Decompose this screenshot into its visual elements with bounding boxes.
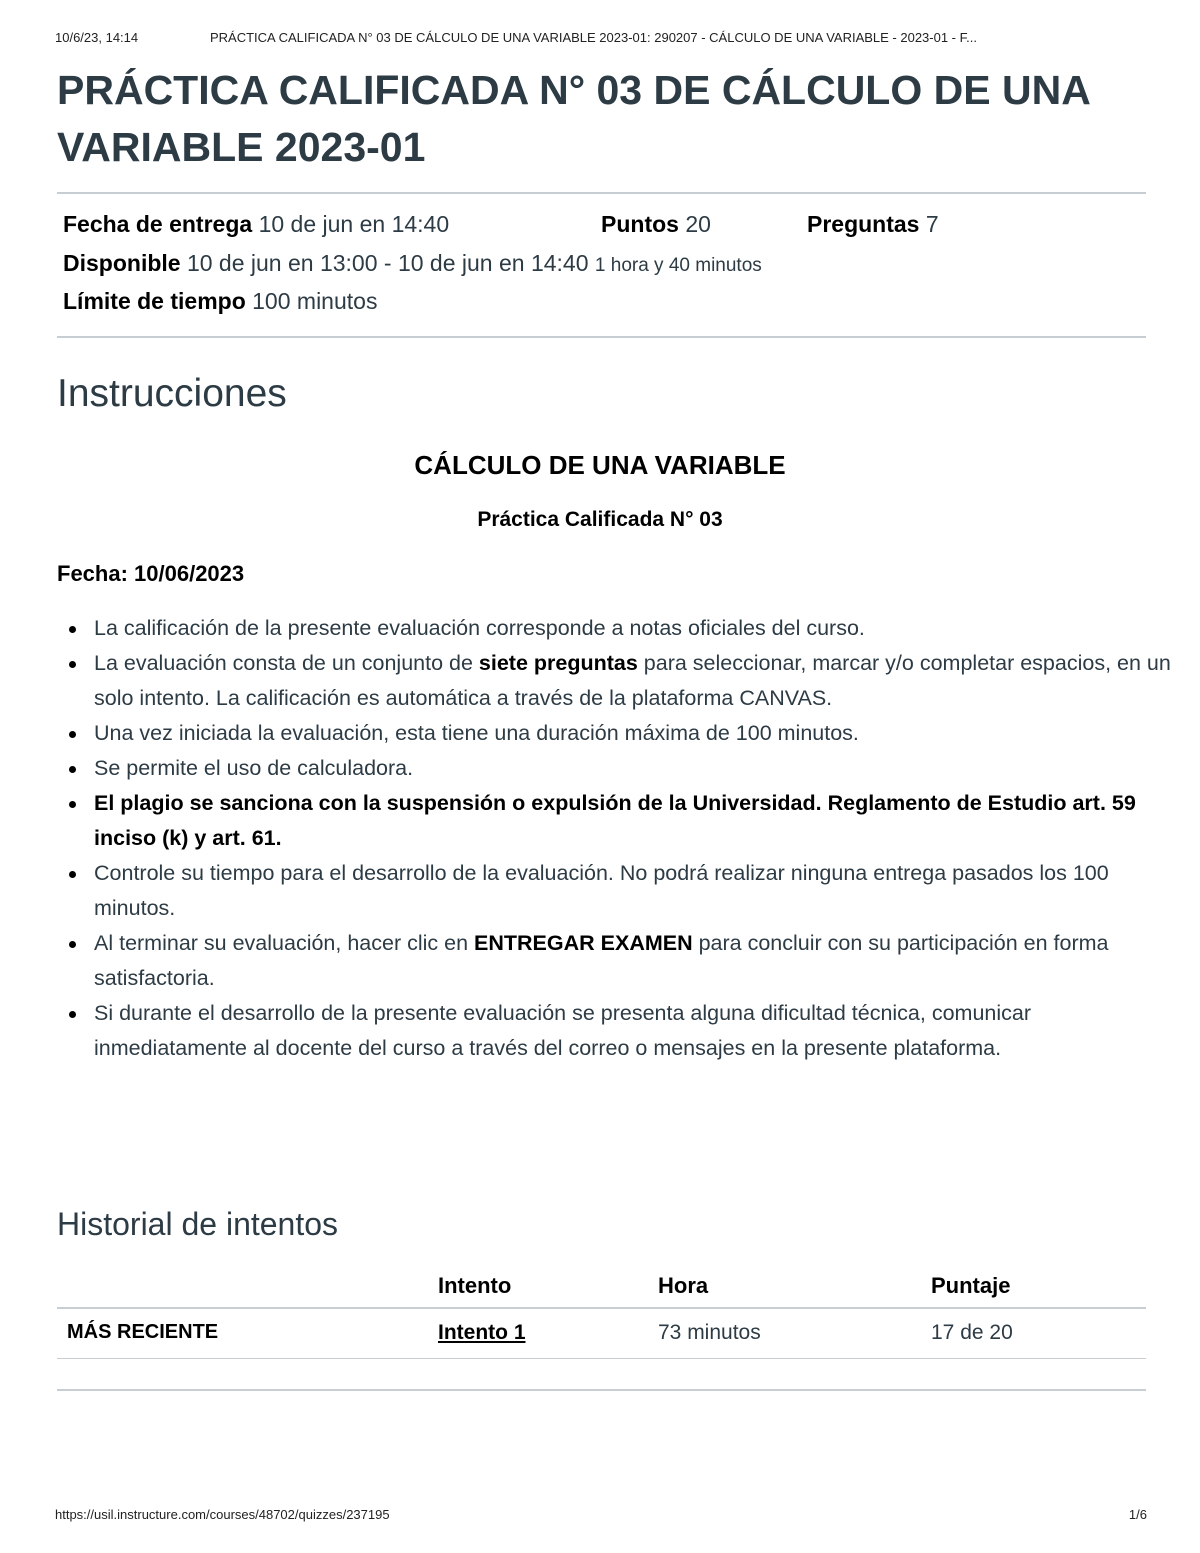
points-value: 20: [685, 211, 711, 237]
divider-meta: [57, 336, 1146, 338]
divider-top: [57, 192, 1146, 194]
available-meta: [63, 250, 762, 277]
print-page-title: PRÁCTICA CALIFICADA N° 03 DE CÁLCULO DE UNA VARIABLE 2023-01: 290207 - CÁLCULO DE UNA VARIABLE - 2023-01 - F...: [210, 30, 977, 45]
list-item: Al terminar su evaluación, hacer clic en ENTREGAR EXAMEN para concluir con su participación en forma satisfactoria.: [94, 926, 1184, 996]
due-value: 10 de jun en 14:40: [258, 211, 450, 237]
quiz-meta-row-1: [63, 211, 449, 238]
points-meta: [601, 211, 711, 238]
column-header-time: Hora: [658, 1273, 709, 1298]
exam-date: Fecha: 10/06/2023: [57, 561, 245, 586]
available-label: Disponible: [63, 250, 181, 276]
instructions-list: [57, 611, 1184, 1066]
score-cell: 17 de 20: [931, 1321, 1013, 1344]
instructions-heading: Instrucciones: [57, 372, 287, 415]
due-label: Fecha de entrega: [63, 211, 253, 237]
list-item: Se permite el uso de calculadora.: [94, 751, 1184, 786]
time-limit-meta: [63, 288, 377, 315]
column-header-attempt: Intento: [438, 1273, 512, 1298]
quiz-title: PRÁCTICA CALIFICADA N° 03 DE CÁLCULO DE UNA VARIABLE 2023-01: [57, 67, 1090, 170]
time-cell: 73 minutos: [658, 1321, 761, 1344]
print-url: https://usil.instructure.com/courses/48702/quizzes/237195: [55, 1507, 390, 1522]
points-label: Puntos: [601, 211, 679, 237]
list-item: Si durante el desarrollo de la presente evaluación se presenta alguna dificultad técnica, comunicar inmediatamente al docente del curso a través del correo o mensajes en la presente plataforma.: [94, 996, 1184, 1066]
row-label-latest: MÁS RECIENTE: [67, 1321, 219, 1343]
questions-label: Preguntas: [807, 211, 920, 237]
column-header-score: Puntaje: [931, 1273, 1011, 1298]
print-footer: [55, 1507, 1147, 1522]
practice-title: Práctica Calificada N° 03: [477, 508, 723, 531]
available-duration: 1 hora y 40 minutos: [594, 255, 762, 276]
list-item: La calificación de la presente evaluación corresponde a notas oficiales del curso.: [94, 611, 1184, 646]
time-limit-value: 100 minutos: [252, 288, 378, 314]
print-date: 10/6/23, 14:14: [55, 30, 139, 45]
table-header-divider: [57, 1307, 1146, 1309]
course-title: CÁLCULO DE UNA VARIABLE: [414, 450, 786, 480]
time-limit-label: Límite de tiempo: [63, 288, 246, 314]
attempt-cell: [438, 1321, 526, 1345]
list-item: Una vez iniciada la evaluación, esta tiene una duración máxima de 100 minutos.: [94, 716, 1184, 751]
list-item: La evaluación consta de un conjunto de siete preguntas para seleccionar, marcar y/o completar espacios, en un solo intento. La calificación es automática a través de la plataforma CANVAS.: [94, 646, 1184, 716]
table-row-divider: [57, 1358, 1146, 1359]
questions-meta: [807, 211, 939, 238]
list-item: Controle su tiempo para el desarrollo de la evaluación. No podrá realizar ninguna entrega pasados los 100 minutos.: [94, 856, 1184, 926]
table-bottom-divider: [57, 1389, 1146, 1391]
attempt-link[interactable]: Intento 1: [438, 1321, 526, 1344]
list-item: El plagio se sanciona con la suspensión o expulsión de la Universidad. Reglamento de Estudio art. 59 inciso (k) y art. 61.: [94, 786, 1184, 856]
available-value: 10 de jun en 13:00 - 10 de jun en 14:40: [186, 250, 589, 276]
history-heading: Historial de intentos: [57, 1206, 339, 1242]
questions-value: 7: [925, 211, 939, 237]
page-number: 1/6: [1128, 1507, 1147, 1522]
